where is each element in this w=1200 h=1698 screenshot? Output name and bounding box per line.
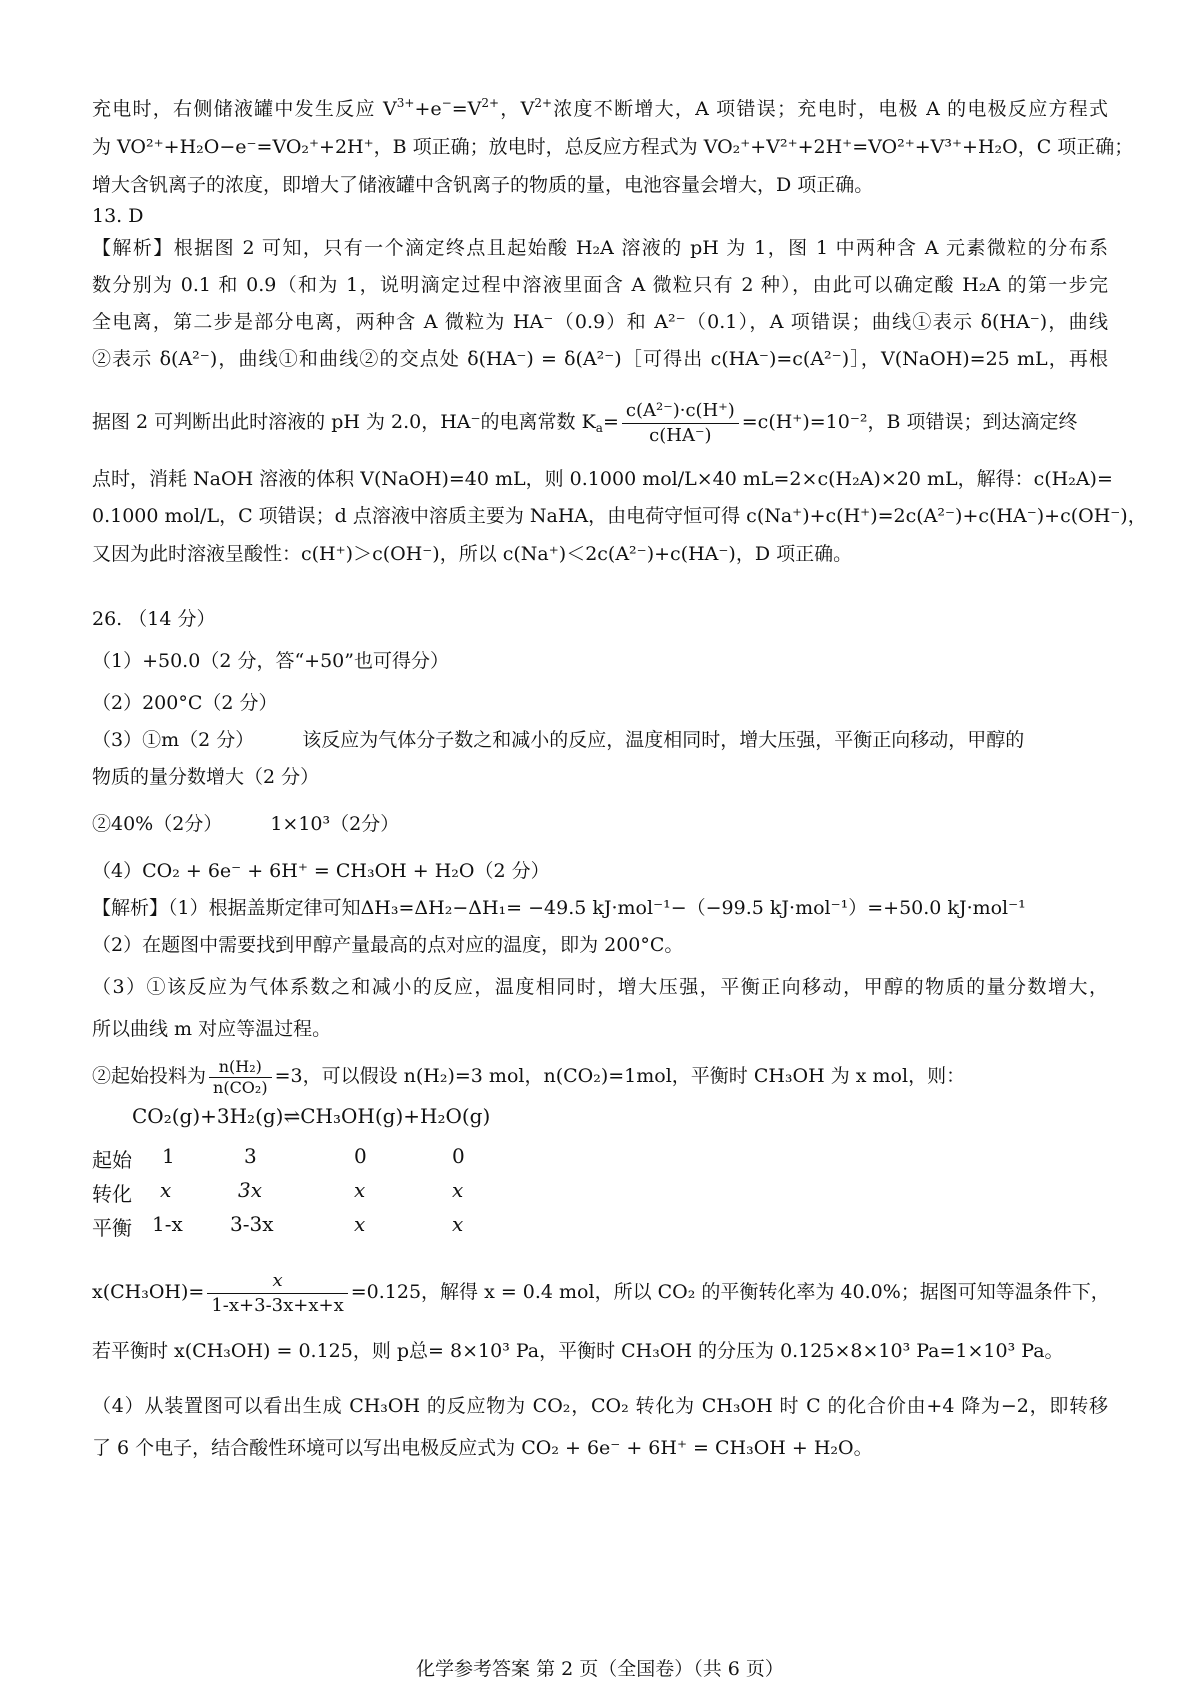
table-cell: x: [354, 1178, 366, 1202]
q26-explain-7: 若平衡时 x(CH₃OH) = 0.125，则 p总= 8×10³ Pa，平衡时 CH₃OH 的分压为 0.125×8×10³ Pa=1×10³ Pa。: [92, 1340, 1064, 1362]
feed-ratio-fraction: [209, 1057, 272, 1098]
q26-answer-4: （4）CO₂ + 6e⁻ + 6H⁺ = CH₃OH + H₂O（2 分）: [92, 860, 550, 882]
q26-explain-1: 【解析】（1）根据盖斯定律可知ΔH₃=ΔH₂−ΔH₁= −49.5 kJ·mol⁻¹−（−99.5 kJ·mol⁻¹）=+50.0 kJ·mol⁻¹: [92, 897, 1026, 919]
fraction-numerator: n(H₂): [209, 1057, 272, 1078]
q13-line-6: 点时，消耗 NaOH 溶液的体积 V(NaOH)=40 mL，则 0.1000 mol/L×40 mL=2×c(H₂A)×20 mL，解得：c(H₂A)=: [92, 468, 1113, 490]
table-cell: 1: [162, 1144, 175, 1168]
table-row: [92, 1144, 512, 1178]
sup: −: [441, 96, 452, 110]
text: 浓度不断增大，A 项错误；充电时，电极 A 的电极反应方程式: [552, 98, 1108, 120]
q26-answer-1: （1）+50.0（2 分，答“+50”也可得分）: [92, 650, 449, 672]
text: =: [602, 411, 619, 433]
q13-line-8: 又因为此时溶液呈酸性：c(H⁺)＞c(OH⁻)，所以 c(Na⁺)＜2c(A²⁻)+c(HA⁻)，D 项正确。: [92, 543, 853, 565]
text: （3）①m（2 分）: [92, 729, 255, 751]
text: =3，可以假设 n(H₂)=3 mol，n(CO₂)=1mol，平衡时 CH₃OH 为 x mol，则：: [274, 1065, 966, 1087]
text: +e: [414, 98, 442, 120]
table-cell: 0: [452, 1144, 465, 1168]
fraction-numerator: x: [207, 1269, 347, 1294]
text: =V: [451, 98, 482, 120]
q26-answer-3-part2: [92, 811, 1108, 837]
text: ，V: [499, 98, 535, 120]
table-cell: x: [452, 1178, 464, 1202]
text: 1×10³（2分）: [270, 813, 400, 835]
fraction-denominator: c(HA⁻): [649, 424, 712, 446]
reaction-equation: CO₂(g)+3H₂(g)⇌CH₃OH(g)+H₂O(g): [132, 1104, 491, 1128]
q13-line-4: ②表示 δ(A²⁻)，曲线①和曲线②的交点处 δ(HA⁻) = δ(A²⁻)［可得出 c(HA⁻)=c(A²⁻)］，V(NaOH)=25 mL，再根: [92, 348, 1108, 370]
fraction-numerator: c(A²⁻)·c(H⁺): [622, 399, 739, 424]
q26-answer-3-cont: 物质的量分数增大（2 分）: [92, 766, 320, 788]
q26-explain-8: （4）从装置图可以看出生成 CH₃OH 的反应物为 CO₂，CO₂ 转化为 CH₃OH 时 C 的化合价由+4 降为−2，即转移: [92, 1395, 1108, 1417]
q13-line-1: 【解析】根据图 2 可知，只有一个滴定终点且起始酸 H₂A 溶液的 pH 为 1，图 1 中两种含 A 元素微粒的分布系: [92, 237, 1108, 259]
fraction-denominator: n(CO₂): [213, 1077, 268, 1097]
text: ②40%（2分）: [92, 813, 223, 835]
table-cell: 3: [244, 1144, 257, 1168]
table-cell: x: [452, 1212, 464, 1236]
sup: 2+: [534, 96, 553, 110]
q26-explain-4: 所以曲线 m 对应等温过程。: [92, 1018, 332, 1040]
q26-heading: 26. （14 分）: [92, 608, 216, 630]
sup: 3+: [396, 96, 415, 110]
q26-explain-9: 了 6 个电子，结合酸性环境可以写出电极反应式为 CO₂ + 6e⁻ + 6H⁺ = CH₃OH + H₂O。: [92, 1437, 873, 1459]
q26-explain-3: （3）①该反应为气体系数之和减小的反应，温度相同时，增大压强，平衡正向移动，甲醇的物质的量分数增大，: [92, 976, 1108, 998]
table-cell: 0: [354, 1144, 367, 1168]
text: 充电时，右侧储液罐中发生反应 V: [92, 98, 397, 120]
sup: 2+: [481, 96, 500, 110]
fraction-denominator: 1-x+3-3x+x+x: [211, 1294, 344, 1316]
row-label: 起始: [92, 1148, 132, 1172]
q12-line-2: 为 VO²⁺+H₂O−e⁻=VO₂⁺+2H⁺，B 项正确；放电时，总反应方程式为 VO₂⁺+V²⁺+2H⁺=VO²⁺+V³⁺+H₂O，C 项正确；: [92, 136, 1134, 158]
row-label: 平衡: [92, 1216, 132, 1240]
q12-line-3: 增大含钒离子的浓度，即增大了储液罐中含钒离子的物质的量，电池容量会增大，D 项正确。: [92, 174, 874, 196]
q13-line-3: 全电离，第二步是部分电离，两种含 A 微粒为 HA⁻（0.9）和 A²⁻（0.1），A 项错误；曲线①表示 δ(HA⁻)，曲线: [92, 311, 1108, 333]
text: ②起始投料为: [92, 1065, 207, 1087]
q13-heading: 13. D: [92, 205, 144, 227]
text: =c(H⁺)=10⁻²，B 项错误；到达滴定终: [741, 411, 1078, 433]
q26-answer-2: （2）200°C（2 分）: [92, 692, 278, 714]
mole-fraction: [207, 1269, 347, 1318]
text: 该反应为气体分子数之和减小的反应，温度相同时，增大压强，平衡正向移动，甲醇的: [302, 729, 1025, 751]
ka-fraction: [622, 399, 739, 448]
text: 据图 2 可判断出此时溶液的 pH 为 2.0，HA⁻的电离常数 K: [92, 411, 596, 433]
q26-explain-2: （2）在题图中需要找到甲醇产量最高的点对应的温度，即为 200°C。: [92, 934, 684, 956]
q26-explain-5: [92, 1048, 1108, 1104]
q26-explain-6: [92, 1262, 1108, 1322]
table-row: [92, 1178, 512, 1212]
q13-line-5: [92, 392, 1108, 452]
text: x(CH₃OH)=: [92, 1281, 205, 1303]
q12-line-1: [92, 96, 1108, 122]
table-cell: 3x: [238, 1178, 263, 1202]
table-cell: 1-x: [152, 1212, 183, 1236]
text: =0.125，解得 x = 0.4 mol，所以 CO₂ 的平衡转化率为 40.0%；据图可知等温条件下，: [350, 1281, 1110, 1303]
q13-line-2: 数分别为 0.1 和 0.9（和为 1，说明滴定过程中溶液里面含 A 微粒只有 2 种），由此可以确定酸 H₂A 的第一步完: [92, 274, 1108, 296]
sub: a: [595, 421, 603, 435]
q13-line-7: 0.1000 mol/L，C 项错误；d 点溶液中溶质主要为 NaHA，由电荷守恒可得 c(Na⁺)+c(H⁺)=2c(A²⁻)+c(HA⁻)+c(OH⁻)，: [92, 505, 1147, 527]
row-label: 转化: [92, 1182, 132, 1206]
page-footer: 化学参考答案 第 2 页（全国卷）（共 6 页）: [416, 1658, 784, 1680]
table-cell: 3-3x: [230, 1212, 274, 1236]
q26-answer-3: [92, 727, 1108, 753]
table-row: [92, 1212, 512, 1246]
table-cell: x: [354, 1212, 366, 1236]
table-cell: x: [160, 1178, 172, 1202]
